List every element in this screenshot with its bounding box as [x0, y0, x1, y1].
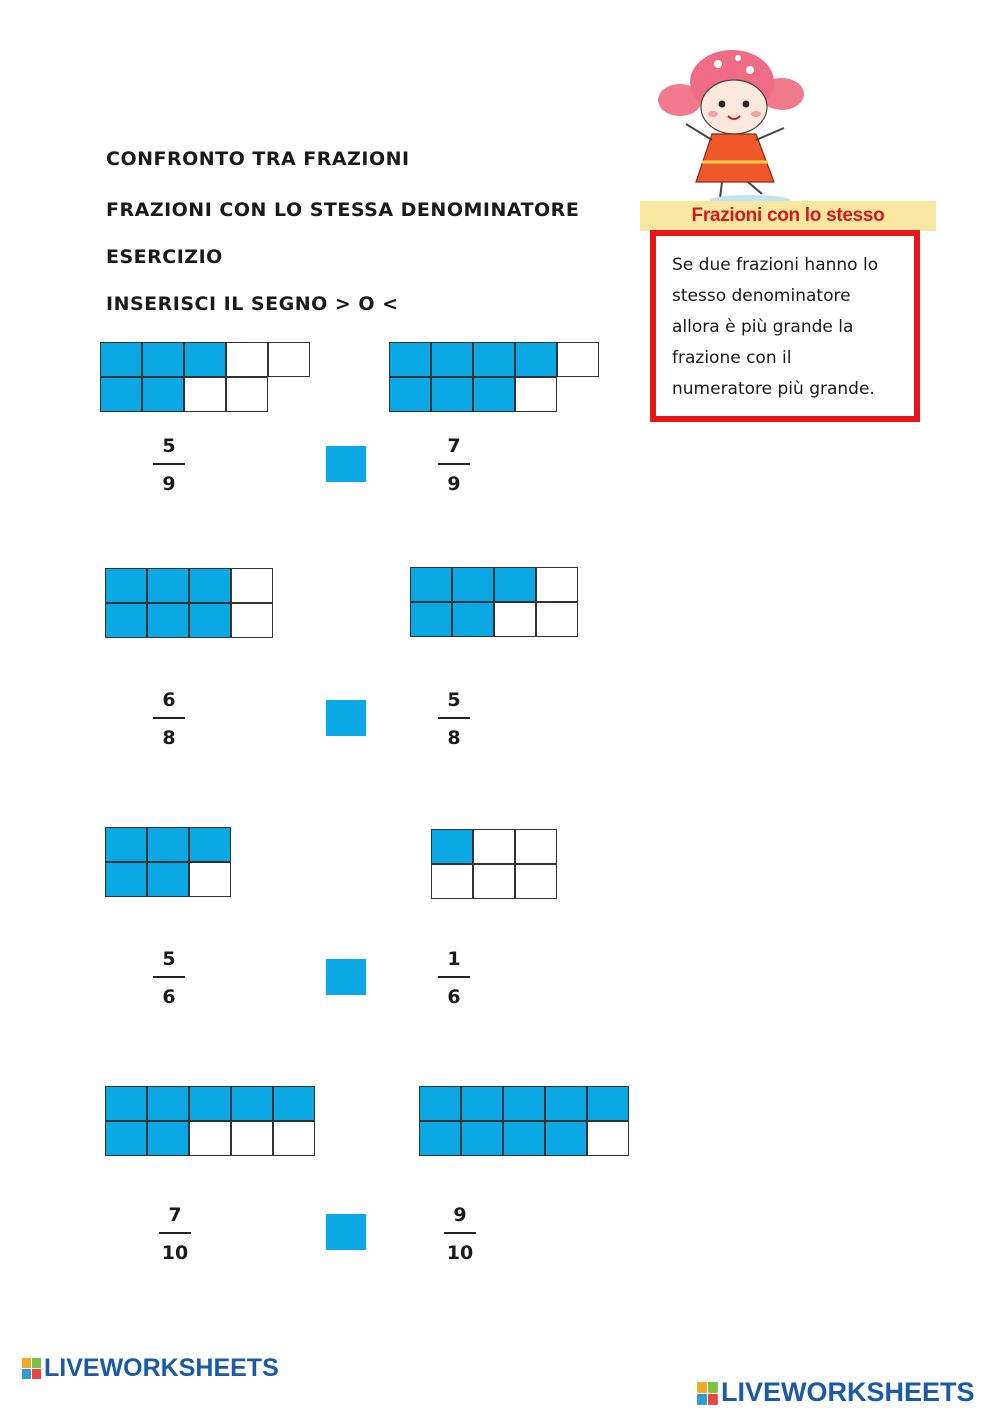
grid-cell-filled — [389, 342, 431, 377]
grid-cell-empty — [431, 864, 473, 899]
grid-cell-filled — [184, 342, 226, 377]
answer-box[interactable] — [326, 1214, 366, 1250]
grid-cell-filled — [189, 1086, 231, 1121]
liveworksheets-logo-icon — [22, 1358, 42, 1380]
grid-cell-empty — [226, 342, 268, 377]
fraction-bar — [438, 463, 470, 465]
fraction-bar — [159, 1232, 191, 1234]
denominator: 10 — [446, 1242, 474, 1264]
fraction-bar — [153, 976, 185, 978]
grid-cell-filled — [189, 827, 231, 862]
grid-cell-empty — [473, 829, 515, 864]
grid-cell-filled — [105, 827, 147, 862]
numerator: 5 — [162, 948, 176, 970]
grid-cell-empty — [231, 603, 273, 638]
grid-cell-filled — [147, 862, 189, 897]
grid-cell-filled — [503, 1086, 545, 1121]
grid-cell-filled — [189, 603, 231, 638]
fraction-bar — [444, 1232, 476, 1234]
grid-cell-empty — [557, 342, 599, 377]
numerator: 7 — [168, 1204, 182, 1226]
fraction-right — [424, 433, 484, 497]
grid-cell-filled — [431, 377, 473, 412]
grid-cell-empty — [494, 602, 536, 637]
grid-cell-filled — [142, 342, 184, 377]
rule-line: stesso denominatore — [672, 286, 851, 306]
grid-cell-empty — [536, 567, 578, 602]
brand-logo-bottom-left — [22, 1354, 279, 1383]
grid-cell-empty — [473, 864, 515, 899]
numerator: 6 — [162, 689, 176, 711]
fraction-left — [139, 433, 199, 497]
fraction-left — [145, 1202, 205, 1266]
rule-title: Frazioni con lo stesso — [640, 201, 936, 231]
grid-cell-filled — [105, 568, 147, 603]
grid-cell-filled — [545, 1121, 587, 1156]
grid-cell-empty — [515, 864, 557, 899]
fraction-bar — [438, 717, 470, 719]
grid-cell-filled — [410, 567, 452, 602]
fraction-bar — [153, 717, 185, 719]
rule-line: allora è più grande la — [672, 317, 854, 337]
rule-line: Se due frazioni hanno lo — [672, 255, 879, 275]
grid-cell-filled — [273, 1086, 315, 1121]
grid-cell-empty — [515, 377, 557, 412]
girl-illustration — [650, 42, 810, 207]
page-subtitle: FRAZIONI CON LO STESSA DENOMINATORE — [106, 199, 580, 221]
answer-box[interactable] — [326, 959, 366, 995]
grid-cell-filled — [105, 862, 147, 897]
numerator: 1 — [447, 948, 461, 970]
grid-cell-filled — [105, 1121, 147, 1156]
grid-cell-filled — [473, 342, 515, 377]
grid-cell-filled — [100, 342, 142, 377]
grid-cell-filled — [461, 1121, 503, 1156]
grid-cell-filled — [147, 827, 189, 862]
grid-cell-filled — [452, 567, 494, 602]
grid-cell-filled — [147, 1121, 189, 1156]
answer-box[interactable] — [326, 446, 366, 482]
denominator: 6 — [162, 986, 176, 1008]
grid-cell-filled — [189, 568, 231, 603]
fraction-left — [139, 946, 199, 1010]
grid-cell-empty — [587, 1121, 629, 1156]
grid-cell-filled — [419, 1121, 461, 1156]
fraction-right — [424, 946, 484, 1010]
grid-cell-filled — [100, 377, 142, 412]
grid-cell-filled — [147, 568, 189, 603]
grid-cell-empty — [515, 829, 557, 864]
grid-cell-filled — [473, 377, 515, 412]
denominator: 8 — [162, 727, 176, 749]
grid-cell-empty — [184, 377, 226, 412]
grid-cell-filled — [389, 377, 431, 412]
grid-cell-filled — [431, 342, 473, 377]
grid-cell-filled — [147, 603, 189, 638]
rule-box — [650, 230, 920, 422]
fraction-bar — [438, 976, 470, 978]
instruction-text: INSERISCI IL SEGNO > O < — [106, 293, 399, 315]
grid-cell-filled — [410, 602, 452, 637]
liveworksheets-logo-icon — [697, 1382, 719, 1406]
grid-cell-empty — [268, 342, 310, 377]
denominator: 8 — [447, 727, 461, 749]
grid-cell-filled — [142, 377, 184, 412]
grid-cell-empty — [226, 377, 268, 412]
rule-line: frazione con il — [672, 348, 792, 368]
grid-cell-filled — [515, 342, 557, 377]
grid-cell-filled — [147, 1086, 189, 1121]
brand-text: LIVEWORKSHEETS — [44, 1354, 279, 1382]
grid-cell-empty — [273, 1121, 315, 1156]
denominator: 10 — [161, 1242, 189, 1264]
fraction-left — [139, 687, 199, 751]
grid-cell-filled — [419, 1086, 461, 1121]
grid-cell-filled — [431, 829, 473, 864]
fraction-right — [424, 687, 484, 751]
fraction-bar — [153, 463, 185, 465]
grid-cell-empty — [189, 1121, 231, 1156]
grid-cell-empty — [231, 568, 273, 603]
grid-cell-empty — [536, 602, 578, 637]
grid-cell-filled — [494, 567, 536, 602]
brand-text: LIVEWORKSHEETS — [721, 1377, 975, 1407]
grid-cell-filled — [105, 1086, 147, 1121]
denominator: 6 — [447, 986, 461, 1008]
rule-line: numeratore più grande. — [672, 379, 875, 399]
section-label: ESERCIZIO — [106, 246, 223, 268]
numerator: 5 — [162, 435, 176, 457]
grid-cell-filled — [461, 1086, 503, 1121]
grid-cell-filled — [503, 1121, 545, 1156]
numerator: 5 — [447, 689, 461, 711]
brand-logo-bottom-right — [697, 1377, 975, 1408]
grid-cell-filled — [587, 1086, 629, 1121]
grid-cell-filled — [545, 1086, 587, 1121]
denominator: 9 — [447, 473, 461, 495]
fraction-right — [430, 1202, 490, 1266]
grid-cell-empty — [231, 1121, 273, 1156]
numerator: 9 — [453, 1204, 467, 1226]
answer-box[interactable] — [326, 700, 366, 736]
grid-cell-filled — [105, 603, 147, 638]
page-title: CONFRONTO TRA FRAZIONI — [106, 148, 410, 170]
denominator: 9 — [162, 473, 176, 495]
grid-cell-filled — [231, 1086, 273, 1121]
numerator: 7 — [447, 435, 461, 457]
grid-cell-empty — [189, 862, 231, 897]
grid-cell-filled — [452, 602, 494, 637]
